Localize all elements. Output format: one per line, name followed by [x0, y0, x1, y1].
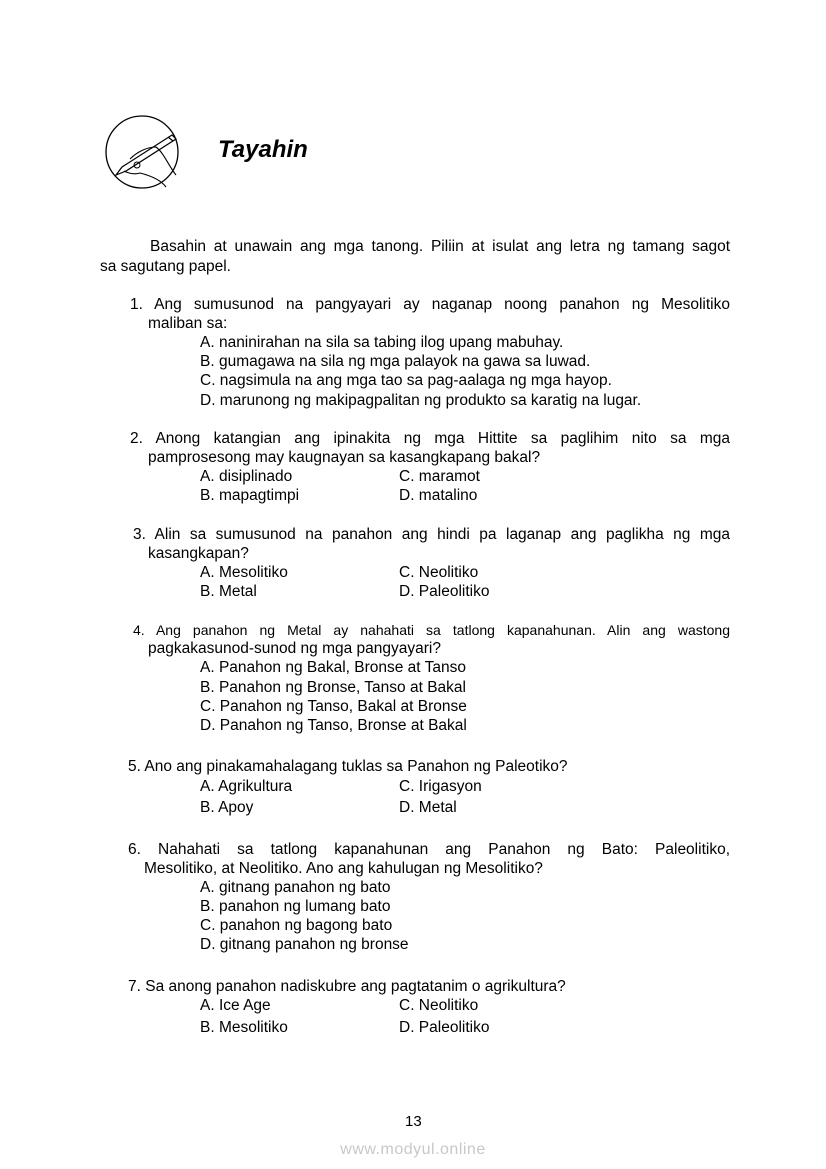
question-1-stem-cont: maliban sa:	[148, 315, 228, 332]
question-5-option-d: D. Metal	[399, 799, 457, 816]
question-6-option-c: C. panahon ng bagong bato	[200, 917, 393, 934]
question-6-option-a: A. gitnang panahon ng bato	[200, 879, 391, 896]
question-2-stem: 2. Anong katangian ang ipinakita ng mga Hittite sa paglihim nito sa mga	[130, 430, 730, 447]
instructions-line-1: Basahin at unawain ang mga tanong. Piliin at isulat ang letra ng tamang sagot	[150, 238, 730, 255]
question-3-option-b: B. Metal	[200, 583, 257, 600]
question-7-option-b: B. Mesolitiko	[200, 1019, 288, 1036]
instructions-line-2: sa sagutang papel.	[100, 258, 231, 275]
question-3-option-d: D. Paleolitiko	[399, 583, 490, 600]
question-3-stem-cont: kasangkapan?	[148, 545, 249, 562]
question-1-option-b: B. gumagawa na sila ng mga palayok na gawa sa luwad.	[200, 353, 591, 370]
question-2-option-d: D. matalino	[399, 487, 478, 504]
watermark: www.modyul.online	[340, 1141, 486, 1158]
question-2-option-b: B. mapagtimpi	[200, 487, 300, 504]
question-4-stem-cont: pagkakasunod-sunod ng mga pangyayari?	[148, 640, 441, 657]
question-4-option-d: D. Panahon ng Tanso, Bronse at Bakal	[200, 717, 467, 734]
question-3-option-c: C. Neolitiko	[399, 564, 479, 581]
question-5-option-b: B. Apoy	[200, 799, 254, 816]
question-7-option-c: C. Neolitiko	[399, 997, 479, 1014]
question-1-option-d: D. marunong ng makipagpalitan ng produkto sa karatig na lugar.	[200, 392, 642, 409]
question-6-stem-cont: Mesolitiko, at Neolitiko. Ano ang kahulugan ng Mesolitiko?	[144, 860, 543, 877]
question-7-option-a: A. Ice Age	[200, 997, 271, 1014]
question-5-option-c: C. Irigasyon	[399, 778, 482, 795]
question-2-option-a: A. disiplinado	[200, 468, 293, 485]
question-6-stem: 6. Nahahati sa tatlong kapanahunan ang Panahon ng Bato: Paleolitiko,	[128, 841, 730, 858]
question-2-stem-cont: pamprosesong may kaugnayan sa kasangkapang bakal?	[148, 449, 541, 466]
hand-writing-pencil-icon	[104, 113, 182, 193]
question-6-option-b: B. panahon ng lumang bato	[200, 898, 391, 915]
question-1-option-c: C. nagsimula na ang mga tao sa pag-aalaga ng mga hayop.	[200, 372, 612, 389]
page-number: 13	[405, 1113, 422, 1130]
question-1-stem: 1. Ang sumusunod na pangyayari ay naganap noong panahon ng Mesolitiko	[130, 296, 730, 313]
question-6-option-d: D. gitnang panahon ng bronse	[200, 936, 409, 953]
question-4-stem: 4. Ang panahon ng Metal ay nahahati sa tatlong kapanahunan. Alin ang wastong	[133, 622, 730, 638]
question-4-option-c: C. Panahon ng Tanso, Bakal at Bronse	[200, 698, 467, 715]
question-7-option-d: D. Paleolitiko	[399, 1019, 490, 1036]
question-3-option-a: A. Mesolitiko	[200, 564, 288, 581]
question-2-option-c: C. maramot	[399, 468, 480, 485]
question-4-option-a: A. Panahon ng Bakal, Bronse at Tanso	[200, 659, 466, 676]
question-7-stem: 7. Sa anong panahon nadiskubre ang pagtatanim o agrikultura?	[128, 978, 566, 995]
question-1-option-a: A. naninirahan na sila sa tabing ilog upang mabuhay.	[200, 334, 564, 351]
question-4-option-b: B. Panahon ng Bronse, Tanso at Bakal	[200, 679, 466, 696]
question-3-stem: 3. Alin sa sumusunod na panahon ang hindi pa laganap ang paglikha ng mga	[133, 526, 730, 543]
section-title: Tayahin	[218, 136, 308, 163]
question-5-option-a: A. Agrikultura	[200, 778, 293, 795]
question-5-stem: 5. Ano ang pinakamahalagang tuklas sa Panahon ng Paleotiko?	[128, 758, 568, 775]
